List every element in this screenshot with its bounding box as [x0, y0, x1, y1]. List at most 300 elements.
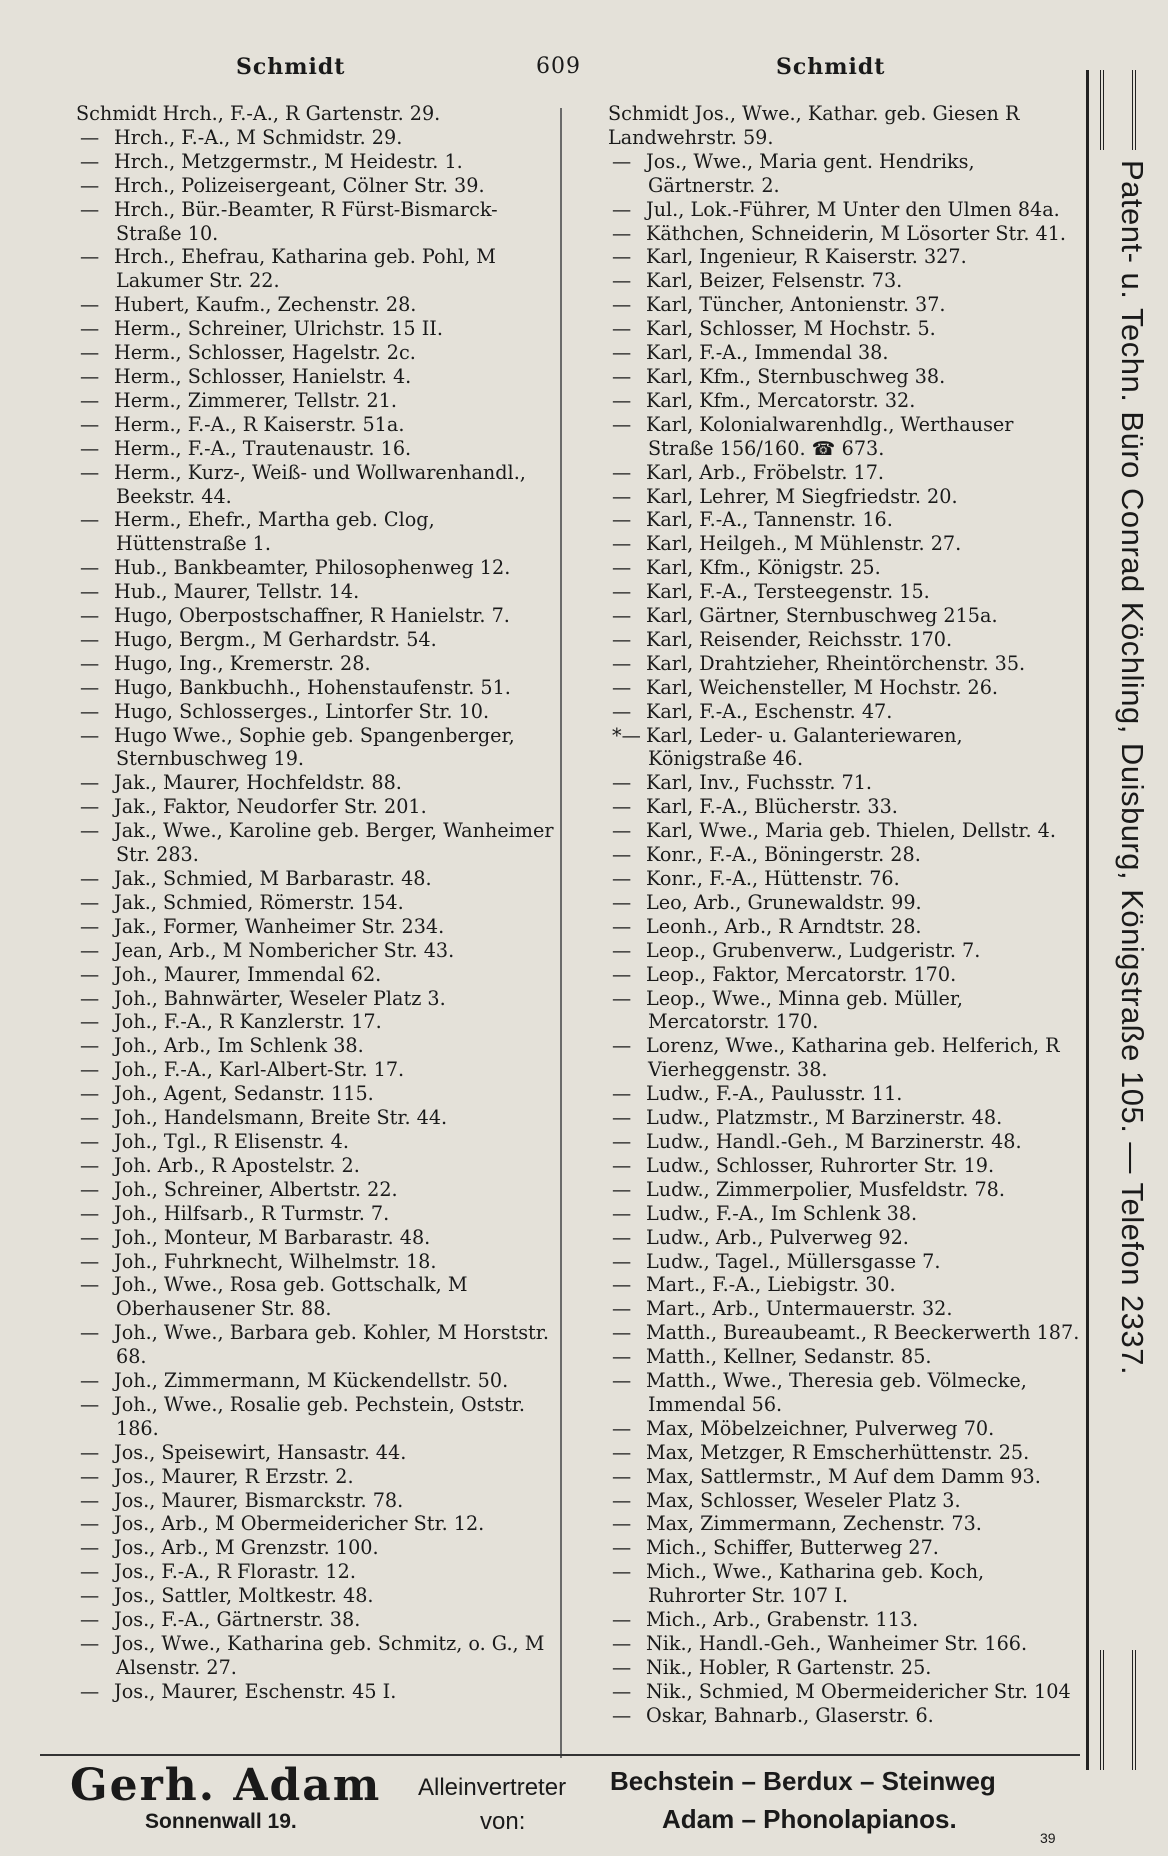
- entry-text: Joh., Tgl., R Elisenstr. 4.: [114, 1129, 349, 1153]
- directory-entry: [572, 1250, 1082, 1274]
- repeat-dash: —: [80, 508, 100, 532]
- directory-entry: [40, 341, 560, 365]
- ad-company-name: Gerh. Adam: [70, 1760, 382, 1811]
- repeat-dash: —: [612, 1369, 632, 1393]
- directory-entry: [40, 1226, 560, 1250]
- repeat-dash: —: [612, 149, 632, 173]
- repeat-dash: —: [80, 1369, 100, 1393]
- entry-text: Joh., Schreiner, Albertstr. 22.: [114, 1177, 398, 1201]
- repeat-dash: —: [612, 460, 632, 484]
- repeat-dash: —: [80, 293, 100, 317]
- repeat-dash: —: [612, 1034, 632, 1058]
- directory-entry: [572, 819, 1082, 843]
- sidebar-ornament-top: [1100, 70, 1136, 150]
- directory-entry: [40, 1393, 560, 1441]
- directory-entry: [40, 1608, 560, 1632]
- repeat-dash: —: [612, 1679, 632, 1703]
- entry-text: Herm., Zimmerer, Tellstr. 21.: [114, 388, 398, 412]
- repeat-dash: —: [612, 1321, 632, 1345]
- directory-entry: [572, 1226, 1082, 1250]
- entry-text: Karl, Kfm., Königstr. 25.: [646, 556, 881, 580]
- repeat-dash: —: [612, 245, 632, 269]
- directory-entry: [40, 1369, 560, 1393]
- entry-text: Joh., Monteur, M Barbarastr. 48.: [114, 1225, 431, 1249]
- repeat-dash: —: [80, 723, 100, 747]
- entry-text: Leo, Arb., Grunewaldstr. 99.: [646, 890, 922, 914]
- repeat-dash: —: [612, 938, 632, 962]
- entry-text: Leop., Grubenverw., Ludgeristr. 7.: [646, 938, 981, 962]
- repeat-dash: —: [612, 580, 632, 604]
- directory-entry: [40, 126, 560, 150]
- directory-entry: [40, 1130, 560, 1154]
- directory-entry: [40, 963, 560, 987]
- directory-entry: [40, 1273, 560, 1321]
- repeat-dash: —: [80, 1440, 100, 1464]
- directory-entry: [40, 771, 560, 795]
- repeat-dash: —: [612, 1464, 632, 1488]
- entry-text: Karl, F.-A., Tersteegenstr. 15.: [646, 580, 930, 604]
- right-column: [572, 102, 1082, 1728]
- entry-text: Ludw., Platzmstr., M Barzinerstr. 48.: [646, 1106, 1003, 1130]
- repeat-dash: —: [612, 1345, 632, 1369]
- entry-text: Jos., Maurer, R Erzstr. 2.: [114, 1464, 354, 1488]
- entry-text: Mart., F.-A., Liebigstr. 30.: [646, 1273, 896, 1297]
- repeat-dash: —: [612, 412, 632, 436]
- repeat-dash: —: [80, 1464, 100, 1488]
- entry-text: Leop., Faktor, Mercatorstr. 170.: [646, 962, 957, 986]
- repeat-dash: —: [80, 317, 100, 341]
- repeat-dash: —: [80, 1010, 100, 1034]
- repeat-dash: —: [80, 1058, 100, 1082]
- directory-entry: [40, 508, 560, 556]
- directory-entry: [40, 293, 560, 317]
- directory-entry: [572, 1082, 1082, 1106]
- sidebar-ornament-bottom: [1100, 1650, 1136, 1770]
- repeat-dash: —: [612, 1153, 632, 1177]
- directory-entry: [572, 1178, 1082, 1202]
- repeat-dash: —: [612, 986, 632, 1010]
- directory-entry: [40, 700, 560, 724]
- directory-entry: [40, 1465, 560, 1489]
- entry-text: Herm., F.-A., R Kaiserstr. 51a.: [114, 412, 405, 436]
- entry-text: Karl, Reisender, Reichsstr. 170.: [646, 627, 953, 651]
- entry-text: Jak., Maurer, Hochfeldstr. 88.: [114, 771, 402, 795]
- directory-entry: [40, 628, 560, 652]
- entry-text: Karl, Arb., Fröbelstr. 17.: [646, 460, 885, 484]
- directory-entry: [572, 150, 1082, 198]
- repeat-dash: —: [612, 388, 632, 412]
- directory-entry: [572, 1465, 1082, 1489]
- repeat-dash: —: [612, 1129, 632, 1153]
- repeat-dash: —: [80, 1273, 100, 1297]
- entry-text: Matth., Wwe., Theresia geb. Völmecke, Immendal 56.: [646, 1369, 1027, 1416]
- repeat-dash: —: [612, 197, 632, 221]
- entry-text: Karl, Heilgeh., M Mühlenstr. 27.: [646, 532, 962, 556]
- entry-text: Karl, Gärtner, Sternbuschweg 215a.: [646, 604, 998, 628]
- directory-entry: [572, 1489, 1082, 1513]
- entry-text: Karl, F.-A., Eschenstr. 47.: [646, 699, 893, 723]
- repeat-dash: —: [80, 1488, 100, 1512]
- entry-text: Karl, F.-A., Blücherstr. 33.: [646, 795, 898, 819]
- directory-entry: [572, 1608, 1082, 1632]
- repeat-dash: —: [612, 819, 632, 843]
- directory-entry: [572, 1130, 1082, 1154]
- repeat-dash: —: [80, 460, 100, 484]
- entry-text: Joh., Arb., Im Schlenk 38.: [114, 1034, 364, 1058]
- entry-text: Jos., Wwe., Maria gent. Hendriks, Gärtnerstr. 2.: [646, 149, 975, 197]
- entry-text: Jak., Former, Wanheimer Str. 234.: [114, 914, 445, 938]
- directory-entry: [572, 461, 1082, 485]
- entry-text: Karl, F.-A., Immendal 38.: [646, 341, 889, 365]
- directory-entry: [40, 652, 560, 676]
- directory-entry: [572, 1273, 1082, 1297]
- directory-entry: [40, 1321, 560, 1369]
- directory-entry: [40, 1178, 560, 1202]
- entry-text: Karl, Drahtzieher, Rheintörchenstr. 35.: [646, 651, 1026, 675]
- entry-text: Karl, Weichensteller, M Hochstr. 26.: [646, 675, 999, 699]
- entry-text: Ludw., Arb., Pulverweg 92.: [646, 1225, 909, 1249]
- repeat-dash: —: [612, 1632, 632, 1655]
- directory-entry: [572, 556, 1082, 580]
- entry-text: Hubert, Kaufm., Zechenstr. 28.: [114, 293, 417, 317]
- directory-entry: [40, 1441, 560, 1465]
- directory-entry: [572, 1632, 1082, 1656]
- repeat-dash: —: [612, 843, 632, 867]
- directory-entry: [572, 795, 1082, 819]
- directory-entry: [40, 1010, 560, 1034]
- ad-von: von:: [480, 1808, 526, 1835]
- repeat-dash: —: [80, 436, 100, 460]
- repeat-dash: —: [612, 317, 632, 341]
- entry-text: Hrch., F.-A., M Schmidstr. 29.: [114, 125, 403, 149]
- entry-text: Herm., Schreiner, Ulrichstr. 15 II.: [114, 317, 443, 341]
- repeat-dash: —: [612, 364, 632, 388]
- entry-text: Jos., Speisewirt, Hansastr. 44.: [114, 1440, 407, 1464]
- repeat-dash: —: [80, 890, 100, 914]
- entry-text: Ludw., Handl.-Geh., M Barzinerstr. 48.: [646, 1129, 1022, 1153]
- directory-entry: [40, 1106, 560, 1130]
- entry-text: Lorenz, Wwe., Katharina geb. Helferich, R Vierheggenstr. 38.: [646, 1034, 1060, 1082]
- repeat-dash: —: [80, 1106, 100, 1130]
- entry-text: Karl, Kfm., Sternbuschweg 38.: [646, 364, 946, 388]
- directory-entry: [572, 222, 1082, 246]
- directory-entry: [572, 1536, 1082, 1560]
- repeat-dash: —: [612, 293, 632, 317]
- entry-text: Karl, Beizer, Felsenstr. 73.: [646, 269, 903, 293]
- entry-text: Ludw., Zimmerpolier, Musfeldstr. 78.: [646, 1177, 1005, 1201]
- directory-entry: [572, 604, 1082, 628]
- directory-entry: [40, 174, 560, 198]
- directory-entry: [40, 389, 560, 413]
- directory-entry: [572, 700, 1082, 724]
- directory-entry: [40, 1512, 560, 1536]
- directory-entry: [40, 676, 560, 700]
- repeat-dash: —: [80, 699, 100, 723]
- entry-text: Karl, Lehrer, M Siegfriedstr. 20.: [646, 484, 958, 508]
- repeat-dash: —: [80, 771, 100, 795]
- directory-entry: [572, 341, 1082, 365]
- repeat-dash: —: [612, 795, 632, 819]
- repeat-dash: —: [80, 1201, 100, 1225]
- entry-text: Konr., F.-A., Böningerstr. 28.: [646, 843, 921, 867]
- repeat-dash: —: [612, 1536, 632, 1560]
- repeat-dash: —: [80, 627, 100, 651]
- directory-entry: [572, 1560, 1082, 1608]
- directory-entry: [40, 1560, 560, 1584]
- directory-entry: [572, 198, 1082, 222]
- entry-text: Jos., F.-A., Gärtnerstr. 38.: [114, 1608, 361, 1632]
- repeat-dash: —: [80, 1536, 100, 1560]
- entry-text: Jak., Schmied, Römerstr. 154.: [114, 890, 404, 914]
- repeat-dash: —: [612, 556, 632, 580]
- entry-text: Jean, Arb., M Nombericher Str. 43.: [114, 938, 455, 962]
- directory-entry: [572, 1106, 1082, 1130]
- repeat-dash: —: [80, 341, 100, 365]
- footer-advertisement: [40, 1760, 1090, 1840]
- directory-entry: [572, 365, 1082, 389]
- repeat-dash: —: [612, 341, 632, 365]
- entry-text: Hrch., Bür.-Beamter, R Fürst-Bismarck-Straße 10.: [114, 197, 498, 245]
- directory-entry: [40, 1536, 560, 1560]
- entry-text: Leop., Wwe., Minna geb. Müller, Mercatorstr. 170.: [646, 986, 963, 1034]
- repeat-dash: —: [612, 1608, 632, 1632]
- directory-entry: [572, 1297, 1082, 1321]
- repeat-dash: —: [612, 1416, 632, 1440]
- repeat-dash: —: [80, 1249, 100, 1273]
- directory-entry: [40, 1250, 560, 1274]
- directory-entry: [40, 245, 560, 293]
- entry-text: Nik., Hobler, R Gartenstr. 25.: [646, 1655, 932, 1679]
- repeat-dash: —: [80, 938, 100, 962]
- repeat-dash: —: [612, 1177, 632, 1201]
- directory-entry: [40, 939, 560, 963]
- left-column: [40, 102, 560, 1704]
- entry-text: Jak., Faktor, Neudorfer Str. 201.: [114, 795, 427, 819]
- directory-entry: [572, 963, 1082, 987]
- repeat-dash: —: [612, 675, 632, 699]
- directory-entry: [572, 1345, 1082, 1369]
- ad-brands-line2: Adam – Phonolapianos.: [662, 1804, 957, 1834]
- entry-text: Nik., Handl.-Geh., Wanheimer Str. 166.: [646, 1632, 1028, 1655]
- repeat-dash: —: [80, 795, 100, 819]
- repeat-dash: —: [612, 627, 632, 651]
- directory-entry: [572, 1034, 1082, 1082]
- entry-text: Hugo, Ing., Kremerstr. 28.: [114, 651, 371, 675]
- entry-text: Mich., Arb., Grabenstr. 113.: [646, 1608, 919, 1632]
- repeat-dash: —: [80, 604, 100, 628]
- footer-divider: [40, 1754, 1080, 1756]
- directory-entry: [572, 1512, 1082, 1536]
- directory-entry: [572, 771, 1082, 795]
- entry-text: Hugo, Oberpostschaffner, R Hanielstr. 7.: [114, 604, 510, 628]
- repeat-dash: —: [80, 1321, 100, 1345]
- entry-text: Mart., Arb., Untermauerstr. 32.: [646, 1297, 953, 1321]
- directory-entry: [40, 915, 560, 939]
- entry-text: Max, Schlosser, Weseler Platz 3.: [646, 1488, 961, 1512]
- entry-text: Hugo, Schlosserges., Lintorfer Str. 10.: [114, 699, 490, 723]
- repeat-dash: —: [80, 1584, 100, 1608]
- repeat-dash: —: [612, 1703, 632, 1727]
- directory-entry: [40, 198, 560, 246]
- repeat-dash: —: [80, 1034, 100, 1058]
- directory-entry: [40, 461, 560, 509]
- entry-text: Karl, Leder- u. Galanteriewaren, Königstraße 46.: [646, 723, 963, 771]
- entry-text: Max, Metzger, R Emscherhüttenstr. 25.: [646, 1440, 1030, 1464]
- repeat-dash: *—: [612, 723, 641, 747]
- directory-entry: [572, 1369, 1082, 1417]
- entry-text: Karl, Wwe., Maria geb. Thielen, Dellstr. 4.: [646, 819, 1056, 843]
- repeat-dash: —: [80, 914, 100, 938]
- entry-text: Matth., Bureaubeamt., R Beeckerwerth 187.: [646, 1321, 1080, 1345]
- entry-text: Jos., F.-A., R Florastr. 12.: [114, 1560, 356, 1584]
- entry-text: Jos., Maurer, Eschenstr. 45 I.: [114, 1679, 397, 1703]
- repeat-dash: —: [612, 1249, 632, 1273]
- repeat-dash: —: [612, 1560, 632, 1584]
- repeat-dash: —: [80, 197, 100, 221]
- repeat-dash: —: [612, 1297, 632, 1321]
- directory-entry: [40, 1632, 560, 1680]
- entry-text: Karl, Kolonialwarenhdlg., Werthauser Straße 156/160. ☎ 673.: [646, 412, 1014, 460]
- entry-text: Jul., Lok.-Führer, M Unter den Ulmen 84a.: [646, 197, 1060, 221]
- sidebar-advertisement: [1086, 70, 1150, 1770]
- entry-text: Joh., F.-A., Karl-Albert-Str. 17.: [114, 1058, 405, 1082]
- repeat-dash: —: [80, 867, 100, 890]
- entry-text: Hugo, Bergm., M Gerhardstr. 54.: [114, 627, 437, 651]
- entry-text: Jak., Schmied, M Barbarastr. 48.: [114, 867, 432, 890]
- directory-entry: [572, 939, 1082, 963]
- directory-entry: [40, 1489, 560, 1513]
- repeat-dash: —: [612, 1201, 632, 1225]
- repeat-dash: —: [612, 771, 632, 795]
- header-right-keyword: Schmidt: [776, 54, 886, 80]
- directory-entry: [572, 891, 1082, 915]
- directory-entry: [572, 269, 1082, 293]
- repeat-dash: —: [80, 1679, 100, 1703]
- directory-entry: [40, 891, 560, 915]
- repeat-dash: —: [80, 388, 100, 412]
- repeat-dash: —: [80, 986, 100, 1010]
- directory-entry: [572, 676, 1082, 700]
- repeat-dash: —: [612, 1512, 632, 1536]
- repeat-dash: —: [612, 221, 632, 245]
- repeat-dash: —: [80, 1177, 100, 1201]
- directory-entry: [572, 987, 1082, 1035]
- directory-entry: [40, 365, 560, 389]
- repeat-dash: —: [612, 1106, 632, 1130]
- repeat-dash: —: [612, 867, 632, 890]
- directory-entry: [572, 1704, 1082, 1728]
- entry-text: Jos., Sattler, Moltkestr. 48.: [114, 1584, 374, 1608]
- entry-text: Joh., Wwe., Barbara geb. Kohler, M Horststr. 68.: [114, 1321, 549, 1369]
- directory-entry: [40, 1154, 560, 1178]
- directory-entry: [572, 915, 1082, 939]
- entry-text: Karl, Ingenieur, R Kaiserstr. 327.: [646, 245, 967, 269]
- repeat-dash: —: [80, 1153, 100, 1177]
- entry-text: Joh., Hilfsarb., R Turmstr. 7.: [114, 1201, 390, 1225]
- directory-entry: [572, 389, 1082, 413]
- entry-text: Karl, Kfm., Mercatorstr. 32.: [646, 388, 916, 412]
- directory-entry: [40, 724, 560, 772]
- directory-entry: [40, 867, 560, 891]
- entry-text: Max, Zimmermann, Zechenstr. 73.: [646, 1512, 982, 1536]
- ad-role: Alleinvertreter: [418, 1774, 567, 1801]
- directory-entry: [40, 1680, 560, 1704]
- entry-text: Ludw., Schlosser, Ruhrorter Str. 19.: [646, 1153, 995, 1177]
- directory-entry: [572, 532, 1082, 556]
- repeat-dash: —: [80, 412, 100, 436]
- sidebar-ad-text: Patent- u. Techn. Büro Conrad Köchling, Duisburg, Königstraße 105. — Telefon 2337.: [1115, 160, 1150, 1376]
- repeat-dash: —: [612, 604, 632, 628]
- repeat-dash: —: [612, 508, 632, 532]
- directory-entry: [40, 795, 560, 819]
- directory-entry: [572, 413, 1082, 461]
- repeat-dash: —: [612, 1273, 632, 1297]
- repeat-dash: —: [80, 675, 100, 699]
- directory-entry: [572, 1441, 1082, 1465]
- repeat-dash: —: [612, 1225, 632, 1249]
- entry-text: Käthchen, Schneiderin, M Lösorter Str. 41.: [646, 221, 1067, 245]
- entry-text: Mich., Schiffer, Butterweg 27.: [646, 1536, 939, 1560]
- column-divider: [560, 108, 562, 1758]
- entry-text: Max, Sattlermstr., M Auf dem Damm 93.: [646, 1464, 1041, 1488]
- repeat-dash: —: [612, 890, 632, 914]
- repeat-dash: —: [80, 245, 100, 269]
- directory-entry: [40, 1082, 560, 1106]
- entry-text: Karl, F.-A., Tannenstr. 16.: [646, 508, 893, 532]
- directory-entry: [572, 628, 1082, 652]
- entry-text: Ludw., F.-A., Paulusstr. 11.: [646, 1082, 903, 1106]
- entry-text: Herm., F.-A., Trautenaustr. 16.: [114, 436, 412, 460]
- directory-entry: [572, 1417, 1082, 1441]
- entry-text: Jos., Arb., M Grenzstr. 100.: [114, 1536, 379, 1560]
- directory-entry: [40, 604, 560, 628]
- directory-entry: [40, 1058, 560, 1082]
- entry-text: Joh., F.-A., R Kanzlerstr. 17.: [114, 1010, 382, 1034]
- repeat-dash: —: [612, 962, 632, 986]
- entry-text: Karl, Tüncher, Antonienstr. 37.: [646, 293, 946, 317]
- entry-text: Jos., Maurer, Bismarckstr. 78.: [114, 1488, 404, 1512]
- repeat-dash: —: [80, 364, 100, 388]
- entry-text: Hrch., Polizeisergeant, Cölner Str. 39.: [114, 173, 485, 197]
- entry-text: Herm., Schlosser, Hanielstr. 4.: [114, 364, 412, 388]
- entry-text: Joh., Handelsmann, Breite Str. 44.: [114, 1106, 448, 1130]
- entry-text: Joh., Maurer, Immendal 62.: [114, 962, 382, 986]
- directory-entry: [572, 580, 1082, 604]
- entry-text: Jos., Wwe., Katharina geb. Schmitz, o. G., M Alsenstr. 27.: [114, 1632, 545, 1679]
- directory-entry: [572, 867, 1082, 891]
- directory-entry: [40, 102, 560, 126]
- repeat-dash: —: [80, 1560, 100, 1584]
- repeat-dash: —: [80, 149, 100, 173]
- entry-text: Herm., Kurz-, Weiß- und Wollwarenhandl., Beekstr. 44.: [114, 460, 526, 508]
- page-number: 609: [536, 54, 581, 79]
- entry-text: Schmidt Hrch., F.-A., R Gartenstr. 29.: [76, 102, 441, 125]
- repeat-dash: —: [612, 914, 632, 938]
- entry-text: Joh., Agent, Sedanstr. 115.: [114, 1082, 374, 1106]
- entry-text: Joh., Fuhrknecht, Wilhelmstr. 18.: [114, 1249, 437, 1273]
- repeat-dash: —: [80, 1608, 100, 1632]
- repeat-dash: —: [80, 1082, 100, 1106]
- ad-brands-line1: Bechstein – Berdux – Steinweg: [610, 1766, 996, 1796]
- entry-text: Max, Möbelzeichner, Pulverweg 70.: [646, 1416, 995, 1440]
- repeat-dash: —: [612, 1655, 632, 1679]
- directory-entry: [572, 317, 1082, 341]
- repeat-dash: —: [80, 580, 100, 604]
- entry-text: Matth., Kellner, Sedanstr. 85.: [646, 1345, 932, 1369]
- entry-text: Ludw., Tagel., Müllersgasse 7.: [646, 1249, 941, 1273]
- repeat-dash: —: [80, 556, 100, 580]
- directory-entry: [572, 1154, 1082, 1178]
